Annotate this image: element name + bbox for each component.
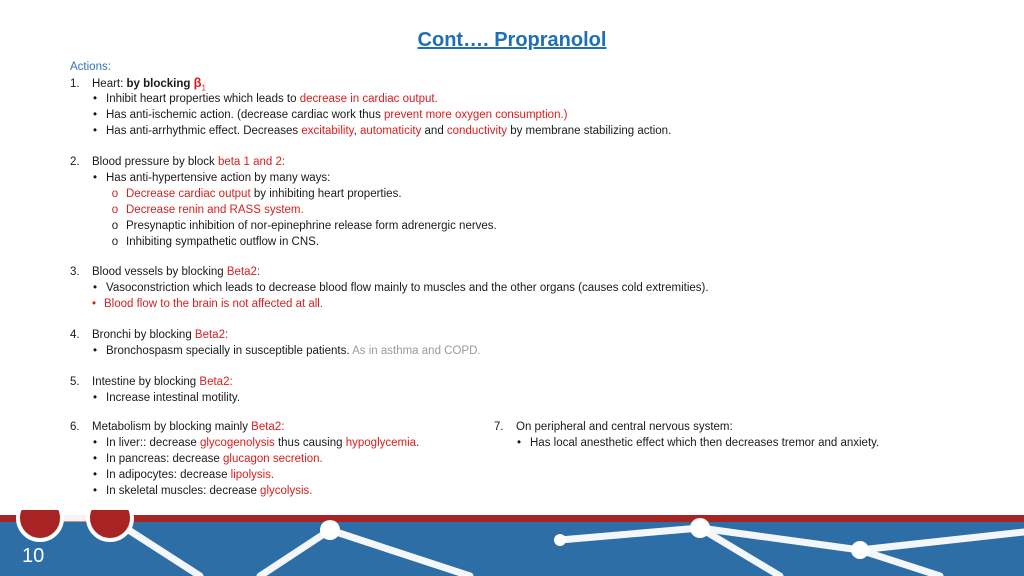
section-4-heading: 4. Bronchi by blocking Beta2: [70,329,229,341]
section-2-heading: 2. Blood pressure by block beta 1 and 2: [70,156,286,168]
section-2-sub-1: o Decrease cardiac output by inhibiting heart properties. [111,188,402,200]
section-3-bullet-2: • Blood flow to the brain is not affected at all. [91,298,324,310]
section-2-sub-3: o Presynaptic inhibition of nor-epinephrine release form adrenergic nerves. [111,220,497,232]
section-1-heading: 1. Heart: by blocking $\beta_1$ [70,75,206,93]
section-2-sub-4: o Inhibiting sympathetic outflow in CNS. [111,236,320,248]
section-6-bullet-3: • In adipocytes: decrease lipolysis. [92,469,275,481]
section-1-bullet-2: • Has anti-ischemic action. (decrease cardiac work thus prevent more oxygen consumption.) [92,109,568,121]
section-6-bullet-1: • In liver:: decrease glycogenolysis thus causing hypoglycemia. [92,437,420,449]
footer-red-node-right [88,510,132,540]
section-7-bullet-1: • Has local anesthetic effect which then decreases tremor and anxiety. [516,437,880,449]
actions-label: Actions: [70,61,111,73]
section-1-bullet-3: • Has anti-arrhythmic effect. Decreases excitability, automaticity and conductivity by membrane stabilizing action. [92,125,672,137]
section-3-heading: 3. Blood vessels by blocking Beta2: [70,266,261,278]
page-number: 10 [22,545,45,567]
section-4-bullet-1: • Bronchospasm specially in susceptible patients. As in asthma and COPD. [92,345,481,357]
section-2-bullet-1: • Has anti-hypertensive action by many ways: [92,172,331,184]
footer-red-band [0,515,1024,522]
section-1-bullet-1: • Inhibit heart properties which leads to decrease in cardiac output. [92,93,438,105]
section-5-bullet-1: • Increase intestinal motility. [92,392,241,404]
section-2-sub-2: o Decrease renin and RASS system. [111,204,304,216]
section-3-bullet-1: • Vasoconstriction which leads to decrease blood flow mainly to muscles and the other organs (causes cold extremities). [92,282,709,294]
section-7-heading: 7. On peripheral and central nervous system: [494,421,733,433]
footer-red-node-left [18,510,62,540]
section-5-heading: 5. Intestine by blocking Beta2: [70,376,233,388]
slide-title-container [0,29,1024,52]
section-6-bullet-4: • In skeletal muscles: decrease glycolysis. [92,485,313,497]
section-6-bullet-2: • In pancreas: decrease glucagon secretion. [92,453,323,465]
section-6-heading: 6. Metabolism by blocking mainly Beta2: [70,421,285,433]
slide-title: Cont…. Propranolol [417,29,607,51]
footer-decoration [0,510,1024,576]
